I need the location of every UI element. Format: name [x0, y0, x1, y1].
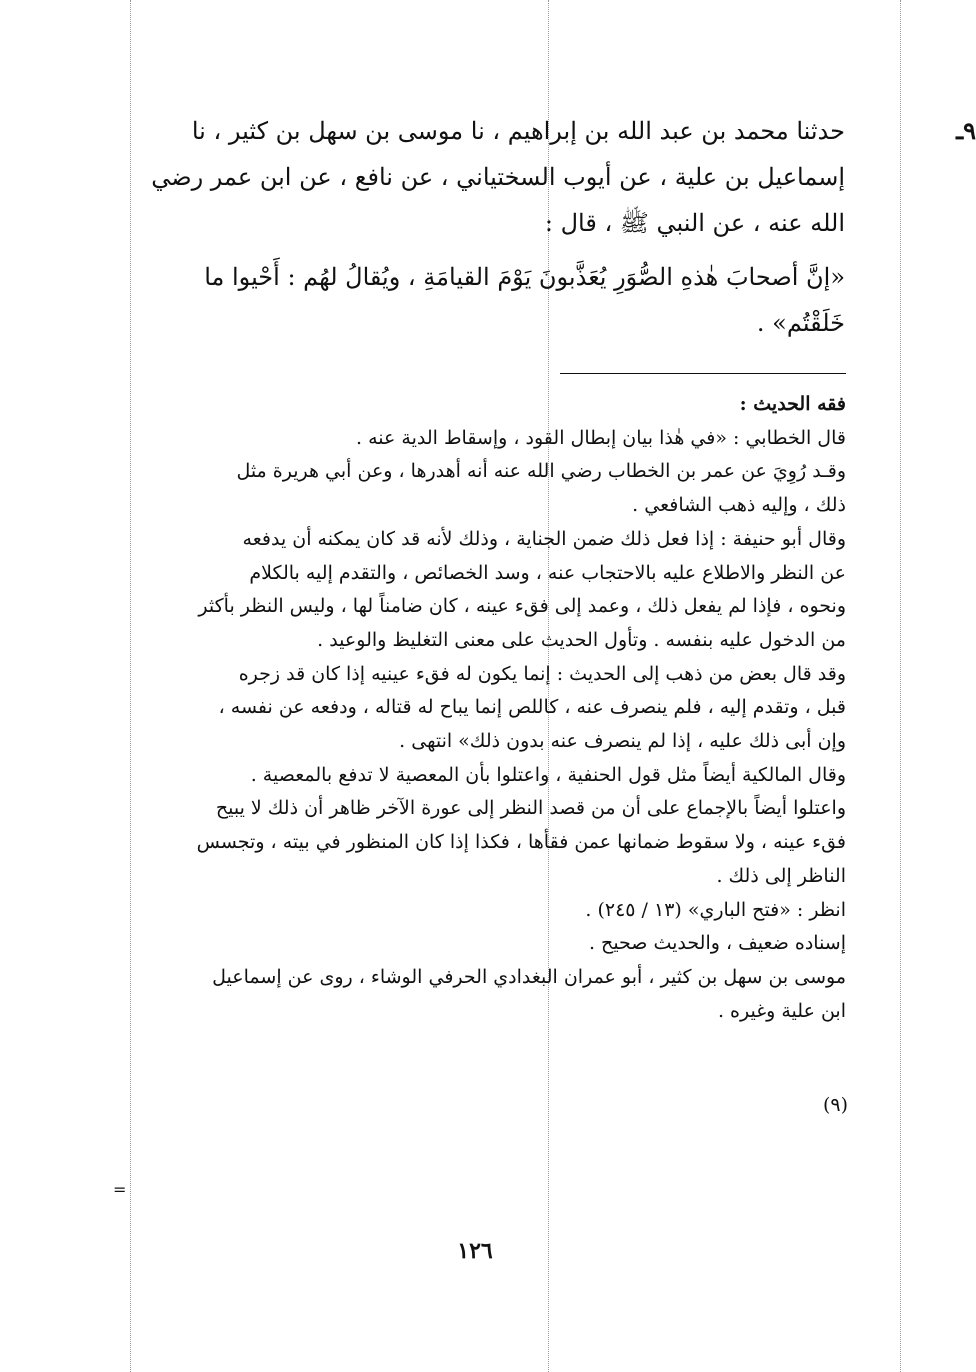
commentary-line: وإن أبى ذلك عليه ، إذا لم ينصرف عنه بدون ذلك» انتهى .: [399, 730, 846, 753]
footnote-line: موسى بن سهل بن كثير ، أبو عمران البغدادي الحرفي الوشاء ، روى عن إسماعيل: [212, 965, 846, 988]
commentary-line: وقال أبو حنيفة : إذا فعل ذلك ضمن الجناية ، وذلك لأنه قد كان يمكنه أن يدفعه: [242, 527, 846, 550]
commentary-line: انظر : «فتح الباري» (١٣ / ٢٤٥) .: [585, 898, 846, 921]
footnote-number: (٩): [822, 1094, 848, 1116]
commentary-line: ونحوه ، فإذا لم يفعل ذلك ، وعمد إلى فقء عينه ، كان ضامناً لها ، وليس النظر بأكثر: [198, 595, 846, 618]
commentary-line: وقـد رُوِيَ عن عمر بن الخطاب رضي الله عنه أنه أهدرها ، وعن أبي هريرة مثل: [236, 460, 846, 483]
hadith-line: حدثنا محمد بن عبد الله بن إبراهيم ، نا موسى بن سهل بن كثير ، نا: [191, 117, 845, 145]
commentary-line: وقال المالكية أيضاً مثل قول الحنفية ، واعتلوا بأن المعصية لا تدفع بالمعصية .: [250, 763, 846, 786]
commentary: [148, 388, 846, 1028]
page-number: ١٢٦: [457, 1238, 493, 1264]
commentary-line: فقء عينه ، ولا سقوط ضمانها عمن فقأها ، فكذا إذا كان المنظور في بيته ، وتجسس: [196, 831, 846, 854]
hadith-line: خَلَقْتُم» .: [756, 309, 845, 337]
hadith-line: إسماعيل بن علية ، عن أيوب السختياني ، عن نافع ، عن ابن عمر رضي: [151, 163, 845, 191]
commentary-line: عن النظر والاطلاع عليه بالاحتجاب عنه ، وسد الخصائص ، والتقدم إليه بالكلام: [249, 561, 846, 584]
hadith-line: «إنَّ أصحابَ هٰذهِ الصُّوَرِ يُعَذَّبونَ يَوْمَ القيامَةِ ، ويُقالُ لهُم : أَحْيوا ما: [204, 263, 845, 291]
commentary-line: قال الخطابي : «في هٰذا بيان إبطال القود ، وإسقاط الدية عنه .: [356, 426, 846, 449]
commentary-line: وقد قال بعض من ذهب إلى الحديث : إنما يكون له فقء عينيه إذا كان قد زجره: [238, 662, 846, 685]
commentary-line: الناظر إلى ذلك .: [716, 864, 846, 887]
separator-rule: [560, 373, 846, 374]
commentary-line: من الدخول عليه بنفسه . وتأول الحديث على معنى التغليظ والوعيد .: [317, 628, 846, 651]
hadith-text: [150, 108, 845, 346]
commentary-line: واعتلوا أيضاً بالإجماع على أن من قصد النظر إلى عورة الآخر ظاهر أن ذلك لا يبيح: [215, 797, 846, 820]
commentary-heading: فقه الحديث :: [739, 393, 846, 415]
commentary-line: ذلك ، وإليه ذهب الشافعي .: [632, 494, 846, 517]
commentary-line: قبل ، وتقدم إليه ، فلم ينصرف عنه ، كاللص إنما يباح له قتاله ، ودفعه عن نفسه ،: [218, 696, 846, 719]
footnote-line: إسناده ضعيف ، والحديث صحيح .: [588, 932, 846, 955]
hadith-line: الله عنه ، عن النبي ﷺ ، قال :: [544, 209, 845, 237]
margin-mark: =: [113, 1180, 127, 1199]
footnote-line: ابن علية وغيره .: [717, 999, 846, 1022]
hadith-number: ٩ـ: [956, 116, 976, 145]
